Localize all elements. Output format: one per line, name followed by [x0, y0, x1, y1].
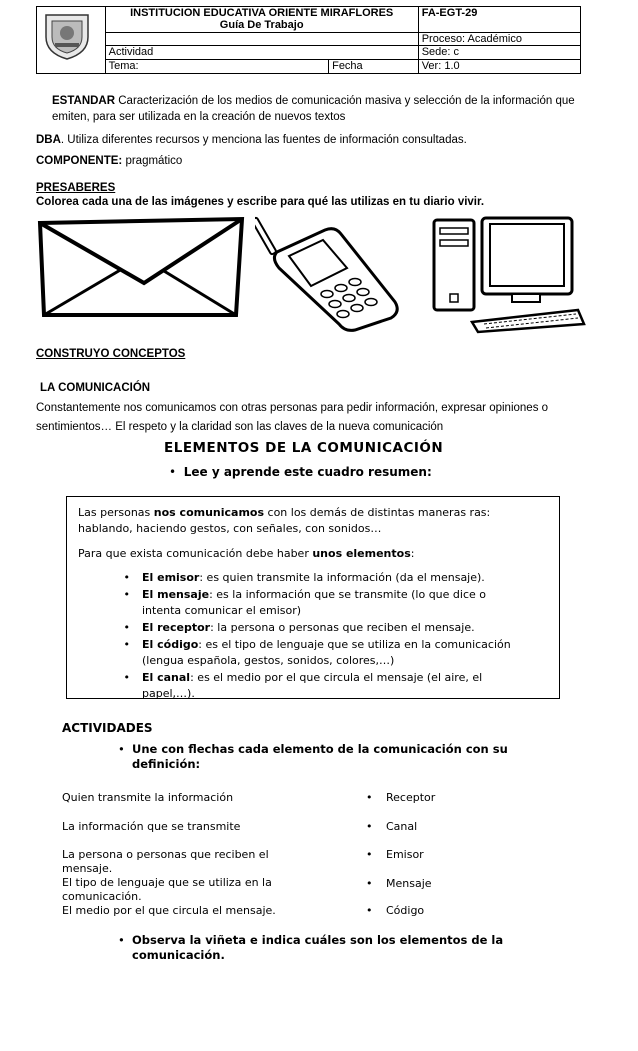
resumen-content	[78, 505, 556, 703]
form-code: FA-EGT-29	[421, 7, 478, 19]
comunicacion-paragraph	[36, 399, 606, 437]
definition-item: comunicación.	[62, 890, 142, 903]
elemento-term: El receptor	[142, 621, 211, 634]
institution-cell	[105, 7, 418, 33]
computer-icon	[428, 214, 588, 334]
envelope-icon	[36, 215, 246, 320]
bullet-dot-icon: •	[123, 621, 130, 634]
resumen-p1-line-1	[78, 505, 556, 521]
bullet-dot-icon: •	[366, 820, 373, 833]
resumen-p1-c: con los demás de distintas maneras ras:	[264, 506, 491, 519]
elemento-term: El código	[142, 638, 199, 651]
elemento-term: El mensaje	[142, 588, 210, 601]
elemento-item	[78, 670, 556, 702]
version-cell: Ver: 1.0	[418, 60, 580, 74]
definition-item: El tipo de lenguaje que se utiliza en la	[62, 876, 272, 889]
definition-item: La información que se transmite	[62, 820, 241, 833]
term-label: Receptor	[386, 791, 436, 804]
resumen-p2-c: :	[410, 547, 415, 560]
term-item	[366, 820, 417, 833]
elementos-list	[78, 570, 556, 702]
estandar-text-2: emiten, para ser utilizada en la creación de nuevos textos	[52, 111, 346, 123]
elementos-bullet-text: Lee y aprende este cuadro resumen:	[183, 465, 432, 479]
actividades-bullet-1a: Une con flechas cada elemento de la comunicación con su	[132, 742, 508, 756]
elemento-item	[78, 587, 556, 619]
elementos-bullet	[169, 465, 432, 479]
actividades-bullet-2a: Observa la viñeta e indica cuáles son los elementos de la	[132, 933, 504, 947]
elementos-title: ELEMENTOS DE LA COMUNICACIÓN	[164, 440, 444, 456]
dba-label: DBA	[36, 134, 61, 146]
resumen-p2-a: Para que exista comunicación debe haber	[78, 547, 313, 560]
activity-cell: Actividad	[105, 46, 418, 60]
elemento-term: El canal	[142, 671, 191, 684]
term-label: Canal	[386, 820, 418, 833]
elemento-definition: : la persona o personas que reciben el mensaje.	[210, 621, 475, 634]
actividades-bullet-1	[118, 742, 570, 772]
estandar-block	[52, 93, 612, 125]
definition-item: mensaje.	[62, 862, 113, 875]
actividades-bullet-2b: comunicación.	[132, 948, 225, 962]
date-cell: Fecha	[329, 60, 419, 74]
presaberes-title: PRESABERES	[36, 182, 116, 194]
elemento-term: El emisor	[142, 571, 200, 584]
resumen-p1-a: Las personas	[78, 506, 154, 519]
institution-name: INSTITUCION EDUCATIVA ORIENTE MIRAFLORES	[130, 7, 394, 19]
topic-cell: Tema:	[105, 60, 328, 74]
dba-text: . Utiliza diferentes recursos y menciona las fuentes de información consultadas.	[60, 134, 467, 146]
school-logo-icon	[40, 11, 94, 61]
bullet-dot-icon: •	[366, 848, 373, 861]
definition-item: Quien transmite la información	[62, 791, 234, 804]
definition-item: El medio por el que circula el mensaje.	[62, 904, 276, 917]
bullet-dot-icon: •	[123, 571, 130, 584]
term-label: Emisor	[386, 848, 424, 861]
term-label: Mensaje	[386, 877, 432, 890]
bullet-dot-icon: •	[118, 742, 125, 756]
bullet-dot-icon: •	[123, 638, 130, 651]
bullet-dot-icon: •	[118, 933, 125, 947]
construyo-title: CONSTRUYO CONCEPTOS	[36, 348, 186, 360]
term-item	[366, 791, 435, 804]
presaberes-instruction: Colorea cada una de las imágenes y escribe para qué las utilizas en tu diario vivir.	[36, 196, 485, 208]
estandar-text-1: Caracterización de los medios de comunicación masiva y selección de la información que	[118, 95, 575, 107]
elemento-definition-cont: papel,…).	[142, 687, 195, 700]
actividades-bullet-1b: definición:	[132, 757, 201, 771]
guide-title: Guía De Trabajo	[219, 19, 304, 31]
elemento-item	[78, 620, 556, 636]
resumen-p1-line-2: hablando, haciendo gestos, con señales, con sonidos…	[78, 522, 382, 535]
elemento-definition-cont: (lengua española, gestos, sonidos, colores,…)	[142, 654, 395, 667]
actividades-bullet-2	[118, 933, 570, 963]
logo-cell	[37, 7, 106, 74]
actividades-title: ACTIVIDADES	[62, 721, 153, 735]
process-cell: Proceso: Académico	[418, 33, 580, 46]
elemento-definition: : es el tipo de lenguaje que se utiliza en la comunicación	[198, 638, 511, 651]
elemento-definition: : es el medio por el que circula el mensaje (el aire, el	[190, 671, 483, 684]
definition-item: La persona o personas que reciben el	[62, 848, 269, 861]
bullet-dot-icon: •	[366, 904, 373, 917]
cellphone-icon	[255, 212, 405, 332]
bullet-dot-icon: •	[169, 465, 177, 479]
elemento-definition-cont: intenta comunicar el emisor)	[142, 604, 302, 617]
elemento-item	[78, 637, 556, 669]
componente-label: COMPONENTE:	[36, 155, 123, 167]
bullet-dot-icon: •	[366, 877, 373, 890]
resumen-p2-b: unos elementos	[312, 547, 411, 560]
bullet-dot-icon: •	[366, 791, 373, 804]
header-table	[36, 6, 581, 74]
site-cell: Sede: c	[418, 46, 580, 60]
term-label: Código	[386, 904, 425, 917]
resumen-p2	[78, 546, 556, 562]
term-item	[366, 848, 424, 861]
paragraph-line-1: Constantemente nos comunicamos con otras personas para pedir información, expresar opiniones o	[36, 402, 549, 414]
dba-line	[36, 132, 467, 148]
elemento-item	[78, 570, 556, 586]
estandar-label: ESTANDAR	[52, 95, 116, 107]
term-item	[366, 877, 432, 890]
bullet-dot-icon: •	[123, 588, 130, 601]
term-item	[366, 904, 424, 917]
resumen-p1-b: nos comunicamos	[153, 506, 265, 519]
elemento-definition: : es quien transmite la información (da el mensaje).	[199, 571, 485, 584]
paragraph-line-2: sentimientos… El respeto y la claridad son las claves de la nueva comunicación	[36, 421, 444, 433]
componente-text: pragmático	[122, 155, 183, 167]
code-cell	[418, 7, 580, 33]
elemento-definition: : es la información que se transmite (lo que dice o	[209, 588, 487, 601]
comunicacion-subtitle: LA COMUNICACIÓN	[40, 382, 151, 394]
componente-line	[36, 153, 182, 169]
bullet-dot-icon: •	[123, 671, 130, 684]
